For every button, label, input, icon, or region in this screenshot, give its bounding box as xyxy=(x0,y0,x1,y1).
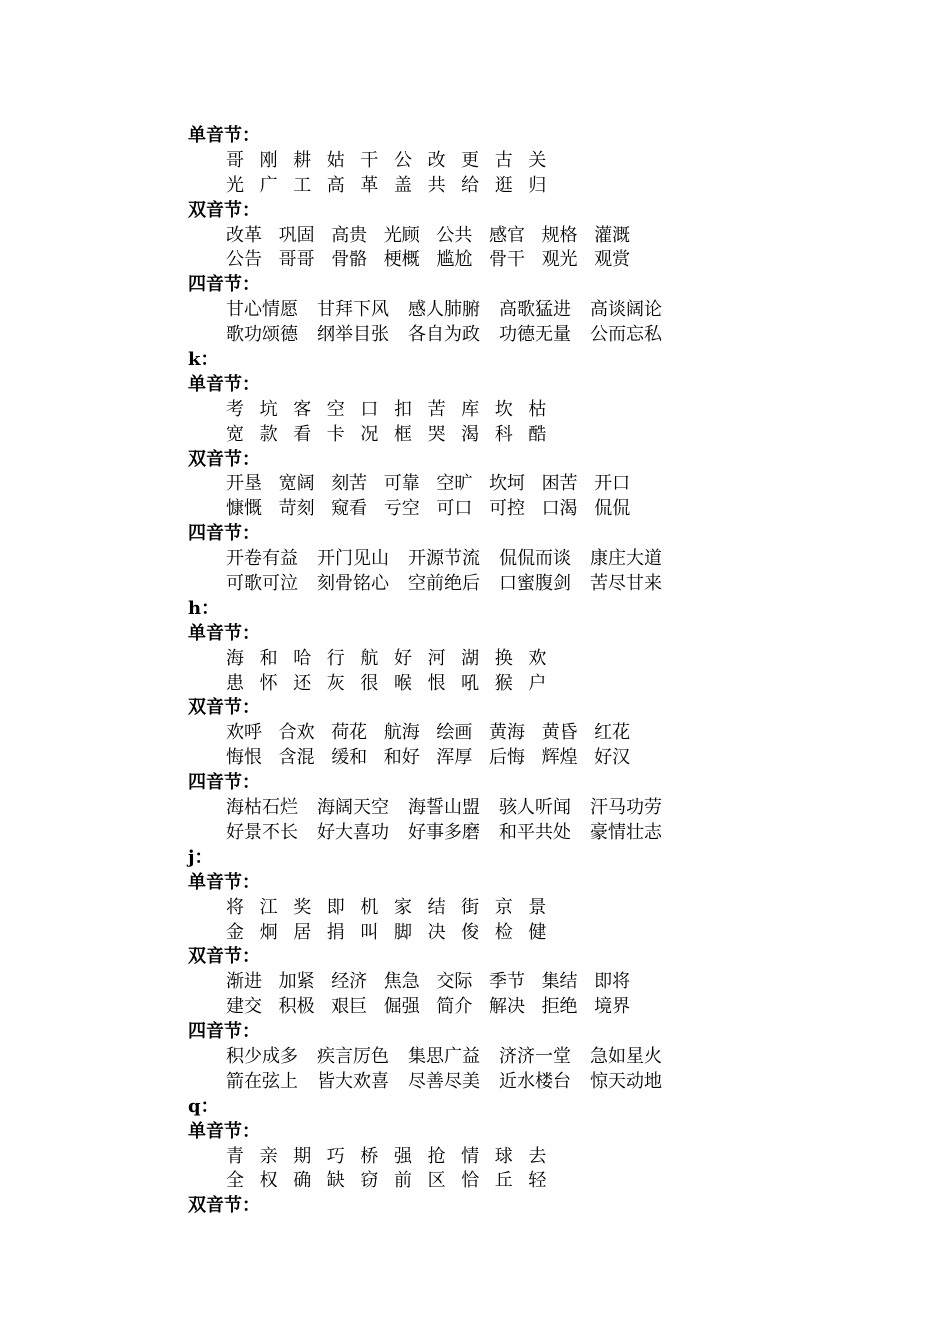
word-item: 集思广益 xyxy=(408,1045,480,1067)
single-syllable-row xyxy=(188,174,748,199)
word-item: 红花 xyxy=(594,722,631,744)
word-item: 猴 xyxy=(494,672,513,694)
word-item: 金 xyxy=(226,921,244,943)
word-item: 居 xyxy=(293,921,312,943)
word-item: 广 xyxy=(259,174,278,196)
single-syllable-row xyxy=(188,672,748,697)
word-item: 侃侃而谈 xyxy=(499,548,571,570)
word-item: 检 xyxy=(494,921,513,943)
double-syllable-row xyxy=(188,497,748,522)
word-item: 哥哥 xyxy=(278,249,315,271)
quad-syllable-row xyxy=(188,572,748,597)
word-item: 季节 xyxy=(488,971,525,993)
word-item: 高谈阔论 xyxy=(590,299,662,321)
word-item: 可歌可泣 xyxy=(226,573,298,595)
single-syllable-row xyxy=(188,423,748,448)
word-item: 京 xyxy=(494,896,513,918)
word-item: 开卷有益 xyxy=(226,548,298,570)
word-item: 骨干 xyxy=(488,249,525,271)
word-item: 解决 xyxy=(488,996,525,1018)
word-item: 前 xyxy=(393,1170,412,1192)
word-item: 怀 xyxy=(259,672,278,694)
word-item: 功德无量 xyxy=(499,324,571,346)
word-item: 焦急 xyxy=(383,971,420,993)
word-item: 绘画 xyxy=(436,722,473,744)
word-item: 卡 xyxy=(326,423,345,445)
word-item: 建交 xyxy=(226,996,262,1018)
word-item: 灌溉 xyxy=(594,224,631,246)
word-item: 甘拜下风 xyxy=(317,299,389,321)
word-item: 换 xyxy=(494,647,513,669)
word-item: 关 xyxy=(528,149,547,171)
word-item: 缓和 xyxy=(331,747,368,769)
word-item: 渐进 xyxy=(226,971,262,993)
section-heading: 四音节： xyxy=(188,523,260,545)
section-heading: 单音节： xyxy=(188,622,260,644)
word-item: 集结 xyxy=(541,971,578,993)
word-item: 脚 xyxy=(393,921,412,943)
word-item: 宽 xyxy=(226,423,244,445)
word-item: 酷 xyxy=(528,423,547,445)
word-item: 和 xyxy=(259,647,278,669)
word-item: 梗概 xyxy=(383,249,420,271)
single-syllable-row xyxy=(188,647,748,672)
word-item: 海枯石烂 xyxy=(226,797,298,819)
word-item: 开口 xyxy=(594,473,631,495)
word-item: 行 xyxy=(326,647,345,669)
word-item: 康庄大道 xyxy=(590,548,662,570)
word-item: 可控 xyxy=(488,498,525,520)
word-item: 况 xyxy=(360,423,379,445)
word-item: 权 xyxy=(259,1170,278,1192)
word-item: 捐 xyxy=(326,921,345,943)
word-item: 箭在弦上 xyxy=(226,1070,298,1092)
word-item: 缺 xyxy=(326,1170,345,1192)
word-item: 丘 xyxy=(494,1170,513,1192)
word-item: 强 xyxy=(393,1145,412,1167)
word-item: 苦尽甘来 xyxy=(590,573,662,595)
word-item: 海誓山盟 xyxy=(408,797,480,819)
word-item: 境界 xyxy=(594,996,631,1018)
word-item: 艰巨 xyxy=(331,996,368,1018)
word-item: 海阔天空 xyxy=(317,797,389,819)
single-syllable-row xyxy=(188,1145,748,1170)
word-item: 尴尬 xyxy=(436,249,473,271)
word-item: 耕 xyxy=(293,149,312,171)
word-item: 患 xyxy=(226,672,244,694)
word-item: 盖 xyxy=(393,174,412,196)
word-item: 俊 xyxy=(461,921,480,943)
word-item: 共 xyxy=(427,174,446,196)
word-item: 开门见山 xyxy=(317,548,389,570)
word-item: 河 xyxy=(427,647,446,669)
word-item: 去 xyxy=(528,1145,547,1167)
double-syllable-row xyxy=(188,970,748,995)
word-item: 简介 xyxy=(436,996,473,1018)
word-item: 和平共处 xyxy=(499,821,571,843)
word-item: 很 xyxy=(360,672,379,694)
word-item: 口蜜腹剑 xyxy=(499,573,571,595)
double-syllable-row xyxy=(188,472,748,497)
word-item: 高 xyxy=(326,174,345,196)
word-item: 坎 xyxy=(494,398,513,420)
word-item: 哭 xyxy=(427,423,446,445)
word-item: 恰 xyxy=(461,1170,480,1192)
word-item: 感人肺腑 xyxy=(408,299,480,321)
word-item: 巩固 xyxy=(278,224,315,246)
section-heading: 单音节： xyxy=(188,373,260,395)
word-item: 浑厚 xyxy=(436,747,473,769)
word-item: 公告 xyxy=(226,249,262,271)
word-item: 叫 xyxy=(360,921,379,943)
word-item: 空 xyxy=(326,398,345,420)
word-item: 空旷 xyxy=(436,473,473,495)
quad-syllable-row xyxy=(188,821,748,846)
word-item: 口 xyxy=(360,398,379,420)
single-syllable-row xyxy=(188,149,748,174)
word-item: 好大喜功 xyxy=(317,821,389,843)
word-item: 即将 xyxy=(594,971,631,993)
word-item: 吼 xyxy=(461,672,480,694)
section-heading: k： xyxy=(188,349,219,371)
word-item: 哈 xyxy=(293,647,312,669)
word-item: 窃 xyxy=(360,1170,379,1192)
word-item: 还 xyxy=(293,672,312,694)
word-item: 济济一堂 xyxy=(499,1045,571,1067)
word-item: 公共 xyxy=(436,224,473,246)
word-item: 好汉 xyxy=(594,747,631,769)
word-item: 喉 xyxy=(393,672,412,694)
word-item: 扣 xyxy=(393,398,412,420)
word-item: 机 xyxy=(360,896,379,918)
word-item: 亏空 xyxy=(383,498,420,520)
word-item: 款 xyxy=(259,423,278,445)
double-syllable-row xyxy=(188,746,748,771)
word-item: 合欢 xyxy=(278,722,315,744)
quad-syllable-row xyxy=(188,796,748,821)
double-syllable-row xyxy=(188,995,748,1020)
word-item: 欢 xyxy=(528,647,547,669)
word-item: 更 xyxy=(461,149,480,171)
word-item: 奖 xyxy=(293,896,312,918)
word-item: 纲举目张 xyxy=(317,324,389,346)
section-heading: 单音节： xyxy=(188,1120,260,1142)
word-item: 歌功颂德 xyxy=(226,324,298,346)
word-item: 荷花 xyxy=(331,722,368,744)
section-heading: 双音节： xyxy=(188,697,260,719)
word-item: 侃侃 xyxy=(594,498,631,520)
word-item: 倔强 xyxy=(383,996,420,1018)
word-item: 期 xyxy=(293,1145,312,1167)
section-heading: q： xyxy=(188,1095,219,1117)
word-item: 户 xyxy=(528,672,547,694)
word-item: 革 xyxy=(360,174,379,196)
word-item: 公而忘私 xyxy=(590,324,662,346)
word-item: 结 xyxy=(427,896,446,918)
single-syllable-row xyxy=(188,1169,748,1194)
word-item: 湖 xyxy=(461,647,480,669)
word-item: 给 xyxy=(461,174,480,196)
word-item: 光 xyxy=(226,174,244,196)
word-item: 加紧 xyxy=(278,971,315,993)
word-item: 景 xyxy=(528,896,547,918)
section-heading: 双音节： xyxy=(188,1195,260,1217)
word-item: 空前绝后 xyxy=(408,573,480,595)
word-item: 可口 xyxy=(436,498,473,520)
word-item: 慷慨 xyxy=(226,498,262,520)
quad-syllable-row xyxy=(188,547,748,572)
quad-syllable-row xyxy=(188,1070,748,1095)
word-item: 各自为政 xyxy=(408,324,480,346)
word-item: 辉煌 xyxy=(541,747,578,769)
word-item: 豪情壮志 xyxy=(590,821,662,843)
word-item: 情 xyxy=(461,1145,480,1167)
word-item: 灰 xyxy=(326,672,345,694)
word-item: 骨骼 xyxy=(331,249,368,271)
word-item: 科 xyxy=(494,423,513,445)
word-item: 汗马功劳 xyxy=(590,797,662,819)
section-heading: h： xyxy=(188,597,220,619)
word-item: 欢呼 xyxy=(226,722,262,744)
section-heading: 双音节： xyxy=(188,946,260,968)
word-item: 和好 xyxy=(383,747,420,769)
double-syllable-row xyxy=(188,721,748,746)
word-item: 观赏 xyxy=(594,249,631,271)
word-item: 悔恨 xyxy=(226,747,262,769)
word-item: 街 xyxy=(461,896,480,918)
word-item: 观光 xyxy=(541,249,578,271)
word-item: 巧 xyxy=(326,1145,345,1167)
word-item: 考 xyxy=(226,398,244,420)
word-item: 高歌猛进 xyxy=(499,299,571,321)
word-item: 家 xyxy=(393,896,412,918)
word-item: 公 xyxy=(393,149,412,171)
quad-syllable-row xyxy=(188,298,748,323)
word-item: 库 xyxy=(461,398,480,420)
word-item: 框 xyxy=(393,423,412,445)
word-item: 干 xyxy=(360,149,379,171)
section-heading: 双音节： xyxy=(188,448,260,470)
section-heading: 四音节： xyxy=(188,772,260,794)
section-heading: j： xyxy=(188,846,213,868)
syllable-practice-page xyxy=(188,124,748,1219)
single-syllable-row xyxy=(188,398,748,423)
word-item: 黄昏 xyxy=(541,722,578,744)
word-item: 改 xyxy=(427,149,446,171)
word-item: 急如星火 xyxy=(590,1045,662,1067)
word-item: 窥看 xyxy=(331,498,368,520)
word-item: 高贵 xyxy=(331,224,368,246)
word-item: 决 xyxy=(427,921,446,943)
word-item: 枯 xyxy=(528,398,547,420)
word-item: 江 xyxy=(259,896,278,918)
section-heading: 四音节： xyxy=(188,1021,260,1043)
word-item: 航海 xyxy=(383,722,420,744)
double-syllable-row xyxy=(188,248,748,273)
word-item: 海 xyxy=(226,647,244,669)
quad-syllable-row xyxy=(188,323,748,348)
word-item: 口渴 xyxy=(541,498,578,520)
word-item: 健 xyxy=(528,921,547,943)
word-item: 感官 xyxy=(488,224,525,246)
word-item: 球 xyxy=(494,1145,513,1167)
double-syllable-row xyxy=(188,224,748,249)
word-item: 拒绝 xyxy=(541,996,578,1018)
word-item: 皆大欢喜 xyxy=(317,1070,389,1092)
word-item: 改革 xyxy=(226,224,262,246)
word-item: 光顾 xyxy=(383,224,420,246)
single-syllable-row xyxy=(188,921,748,946)
word-item: 哥 xyxy=(226,149,244,171)
word-item: 后悔 xyxy=(488,747,525,769)
word-item: 抢 xyxy=(427,1145,446,1167)
section-heading: 单音节： xyxy=(188,125,260,146)
word-item: 交际 xyxy=(436,971,473,993)
word-item: 苦 xyxy=(427,398,446,420)
word-item: 骇人听闻 xyxy=(499,797,571,819)
word-item: 可靠 xyxy=(383,473,420,495)
word-item: 确 xyxy=(293,1170,312,1192)
word-item: 炯 xyxy=(259,921,278,943)
word-item: 坑 xyxy=(259,398,278,420)
word-item: 甘心情愿 xyxy=(226,299,298,321)
word-item: 区 xyxy=(427,1170,446,1192)
word-item: 航 xyxy=(360,647,379,669)
quad-syllable-row xyxy=(188,1045,748,1070)
word-item: 逛 xyxy=(494,174,513,196)
word-item: 黄海 xyxy=(488,722,525,744)
word-item: 刻骨铭心 xyxy=(317,573,389,595)
word-item: 尽善尽美 xyxy=(408,1070,480,1092)
word-item: 恨 xyxy=(427,672,446,694)
word-item: 经济 xyxy=(331,971,368,993)
word-item: 姑 xyxy=(326,149,345,171)
word-item: 刚 xyxy=(259,149,278,171)
word-item: 渴 xyxy=(461,423,480,445)
word-item: 苛刻 xyxy=(278,498,315,520)
word-item: 轻 xyxy=(528,1170,547,1192)
word-item: 积极 xyxy=(278,996,315,1018)
word-item: 看 xyxy=(293,423,312,445)
word-item: 全 xyxy=(226,1170,244,1192)
word-item: 坎坷 xyxy=(488,473,525,495)
word-item: 将 xyxy=(226,896,244,918)
word-item: 开垦 xyxy=(226,473,262,495)
word-item: 疾言厉色 xyxy=(317,1045,389,1067)
word-item: 古 xyxy=(494,149,513,171)
word-item: 惊天动地 xyxy=(590,1070,662,1092)
word-item: 工 xyxy=(293,174,312,196)
word-item: 好 xyxy=(393,647,412,669)
word-item: 开源节流 xyxy=(408,548,480,570)
word-item: 规格 xyxy=(541,224,578,246)
word-item: 好事多磨 xyxy=(408,821,480,843)
word-item: 好景不长 xyxy=(226,821,298,843)
single-syllable-row xyxy=(188,896,748,921)
word-item: 客 xyxy=(293,398,312,420)
word-item: 积少成多 xyxy=(226,1045,298,1067)
word-item: 归 xyxy=(528,174,547,196)
word-item: 即 xyxy=(326,896,345,918)
word-item: 近水楼台 xyxy=(499,1070,571,1092)
word-item: 困苦 xyxy=(541,473,578,495)
word-item: 刻苦 xyxy=(331,473,368,495)
word-item: 桥 xyxy=(360,1145,379,1167)
section-heading: 双音节： xyxy=(188,199,260,221)
word-item: 含混 xyxy=(278,747,315,769)
word-item: 宽阔 xyxy=(278,473,315,495)
section-heading: 四音节： xyxy=(188,274,260,296)
section-heading: 单音节： xyxy=(188,871,260,893)
word-item: 亲 xyxy=(259,1145,278,1167)
word-item: 青 xyxy=(226,1145,244,1167)
